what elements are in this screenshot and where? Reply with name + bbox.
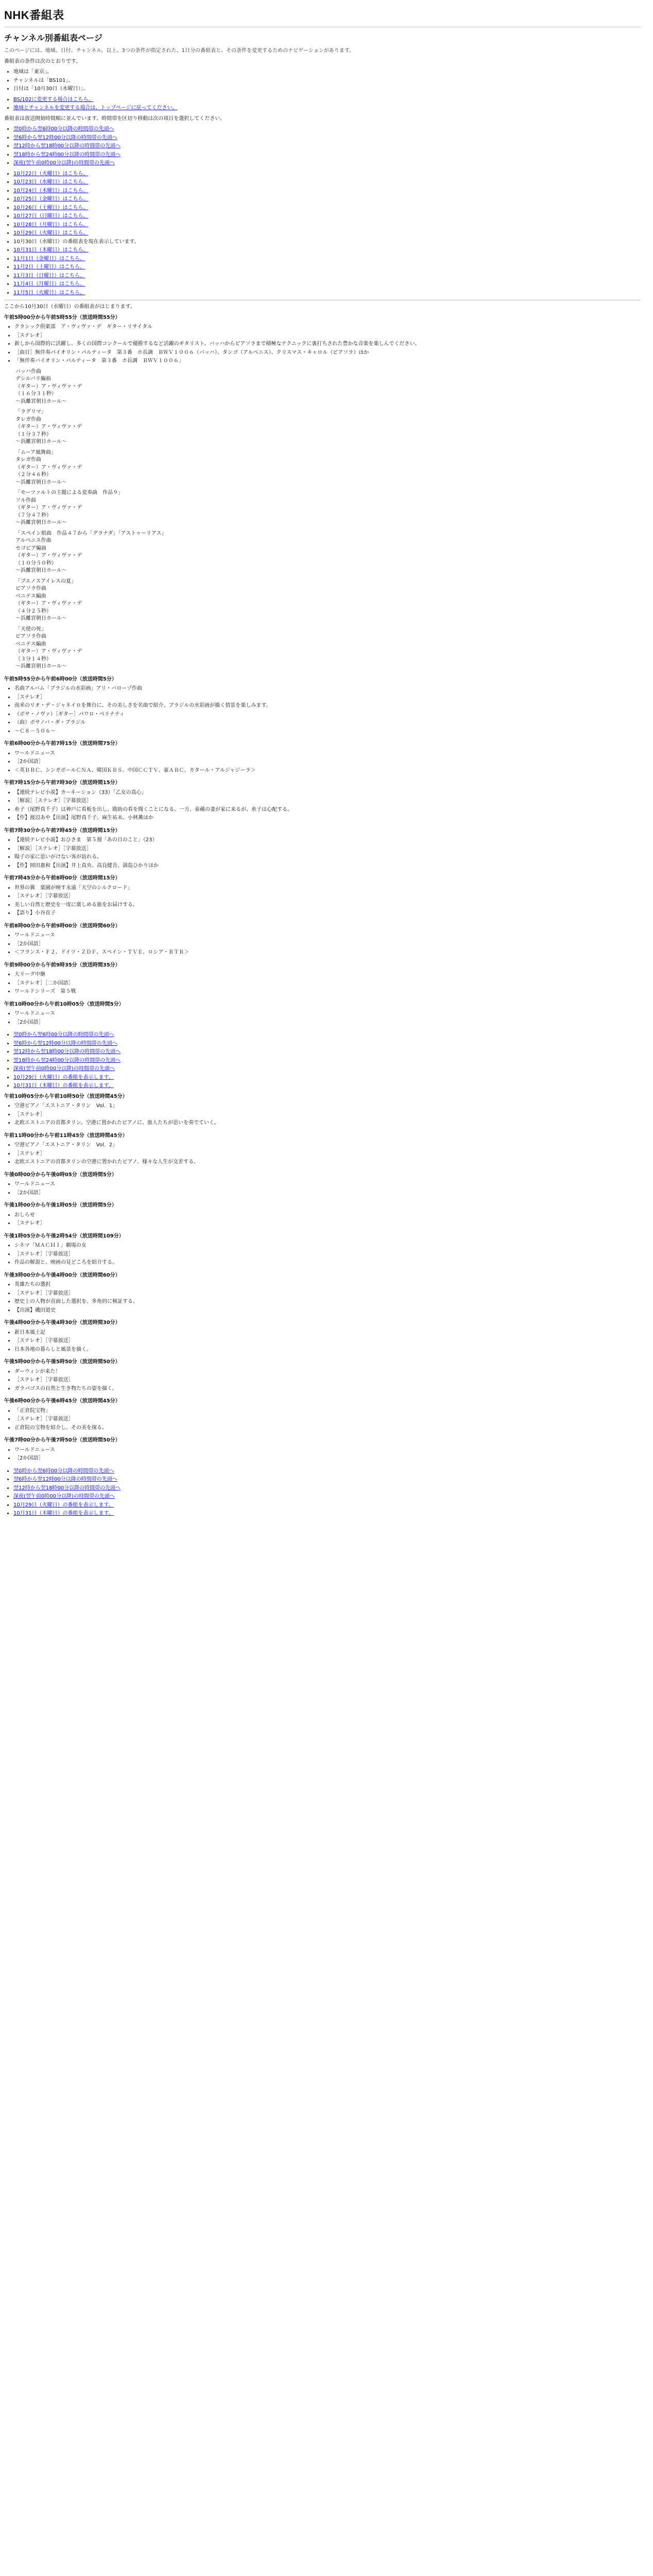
date-item — [13, 273, 641, 280]
condition-item: • 日付は「10月30日（水曜日）」。 — [13, 86, 641, 93]
program — [4, 779, 641, 822]
program-lines — [14, 324, 641, 365]
program-time: 午後6時00分から午後6時45分（放送時間45分） — [4, 1398, 121, 1404]
program-lines — [14, 1010, 641, 1026]
program — [4, 1172, 641, 1197]
program-line: • ［ステレオ］ — [14, 1220, 641, 1228]
bottom-link-item — [13, 1510, 641, 1518]
program-detail: ～浜離宮朝日ホール～ — [15, 398, 67, 404]
program-time: 午前11時00分から午前11時45分（放送時間45分） — [4, 1132, 128, 1139]
time-jump-link[interactable]: 翌18時から翌24時00分以降の時間帯の先頭へ — [13, 151, 121, 158]
program-time: 午前7時15分から午前7時30分（放送時間15分） — [4, 780, 121, 786]
date-item — [13, 205, 641, 212]
date-link[interactable]: 10月23日（水曜日）はこちら。 — [13, 179, 89, 185]
program-time: 午前5時55分から午前6時00分（放送時間5分） — [4, 676, 117, 682]
program-time: 午後1時05分から午後2時54分（放送時間109分） — [4, 1233, 124, 1239]
program-time: 午前8時00分から午前9時00分（放送時間60分） — [4, 923, 121, 929]
program-line: • ［2か国語］ — [14, 1455, 641, 1463]
program-line: • ［ステレオ］［字幕放送］ — [14, 1290, 641, 1298]
program-detail: ピアソラ作曲 — [15, 634, 46, 640]
program-lines — [14, 1212, 641, 1228]
program-line: • 空港ピアノ「エストニア・タリン Vol．1」 — [14, 1103, 641, 1110]
program-time: 午前7時45分から午前8時00分（放送時間15分） — [4, 875, 121, 882]
program-line: • 【作】岡田惠和【出演】井上真央、高良健吾、満島ひかりほか — [14, 862, 641, 870]
time-jump-item — [13, 1074, 641, 1082]
program-line: • ［ステレオ］［字幕放送］ — [14, 1251, 641, 1259]
bottom-links-list — [13, 1468, 641, 1518]
bottom-link[interactable]: 翌0時から翌6時00分以降の時間帯の先頭へ — [13, 1468, 114, 1474]
program-detail: 「モーツァルトの主題による変奏曲 作品９」 — [15, 490, 124, 496]
time-jump-note: 番組表は放送開始時間順に並んでいます。時間帯を区切り移動は次の項目を選択してください。 — [4, 115, 226, 122]
program-line: • クラシック倶楽部 ア・ヴィヴァ・デ ギター・リサイタル — [14, 324, 641, 331]
mid-time-jump-links — [13, 1031, 641, 1090]
change-link-item — [13, 96, 641, 104]
program-line: • ［ステレオ］ — [14, 1150, 641, 1158]
program-detail: タレガ作曲 — [15, 457, 41, 463]
time-jump-links — [13, 126, 641, 167]
program-lines — [14, 837, 641, 870]
program — [4, 875, 641, 918]
program-lines — [14, 685, 641, 735]
program-detail: セゴビア編曲 — [15, 545, 46, 551]
program — [4, 827, 641, 870]
program-line: • 正倉院の宝物を紹介し、その美を探る。 — [14, 1425, 641, 1432]
program-detail: （ギター）ア・ヴィヴァ・デ — [15, 553, 82, 559]
time-jump-link[interactable]: 深夜(翌午前0時00分以降)の時間帯の先頭へ — [13, 160, 115, 166]
time-jump-link[interactable]: 翌6時から翌12時00分以降の時間帯の先頭へ — [13, 1040, 117, 1046]
date-item — [13, 290, 641, 297]
program-lines — [14, 750, 641, 775]
program-time: 午後7時00分から午後7時50分（放送時間50分） — [4, 1437, 121, 1444]
program-detail: （ギター）ア・ヴィヴァ・デ — [15, 601, 82, 607]
program-detail: （ギター）ア・ヴィヴァ・デ — [15, 383, 82, 389]
program-line: • 糸子（尾野真千子）は神戸に看板を出し、勘助の看を聞くことになる。一方、泰蔵の妻が家に来るが、糸子は心配する。 — [14, 806, 641, 814]
date-links — [13, 171, 641, 297]
program-line: • ［ステレオ］ — [14, 332, 641, 340]
program-time: 午後3時00分から午後4時00分（放送時間60分） — [4, 1272, 121, 1278]
change-link-item — [13, 105, 641, 112]
date-item — [13, 171, 641, 178]
date-link[interactable]: 10月27日（日曜日）はこちら。 — [13, 213, 89, 219]
program-lines — [14, 1281, 641, 1314]
time-jump-link[interactable]: 翌12時から翌18時00分以降の時間帯の先頭へ — [13, 143, 121, 149]
program-line: • 【作】渡辺あや【出演】尾野真千子、麻生祐未、小林薫ほか — [14, 815, 641, 822]
program-line: • 美しい自然と歴史を一度に楽しめる旅をお届けする。 — [14, 902, 641, 909]
program-detail: ～浜離宮朝日ホール～ — [15, 479, 67, 485]
time-jump-link[interactable]: 翌6時から翌12時00分以降の時間帯の先頭へ — [13, 134, 117, 141]
program-line: • 大リーグ中継 — [14, 971, 641, 979]
time-jump-item — [13, 151, 641, 159]
program-detail: （ギター）ア・ヴィヴァ・デ — [15, 424, 82, 430]
time-jump-link[interactable]: 翌18時から翌24時00分以降の時間帯の先頭へ — [13, 1057, 121, 1063]
time-jump-link[interactable]: 翌0時から翌6時00分以降の時間帯の先頭へ — [13, 1032, 114, 1038]
program-line: • ［ステレオ］［字幕放送］ — [14, 1337, 641, 1345]
program-time: 午後4時00分から午後4時30分（放送時間30分） — [4, 1320, 121, 1326]
date-item-current: • 10月30日（水曜日）の番組表を現在表示しています。 — [13, 239, 641, 246]
program-line: • 北欧エストニアの首都タリンの空港に置かれたピアノ。様々な人生が交差する。 — [14, 1159, 641, 1166]
program-line: • 【連続テレビ小説】カーネーション（33）「乙女の真心」 — [14, 789, 641, 797]
program-line: • ［ステレオ］［二か国語］ — [14, 980, 641, 988]
program-line: • 北欧エストニアの首都タリン。空港に置かれたピアノに、旅人たちが思いを奏でていく。 — [14, 1120, 641, 1127]
time-jump-item — [13, 1057, 641, 1065]
date-item — [13, 281, 641, 289]
program-line: • 空港ピアノ「エストニア・タリン Vol．2」 — [14, 1142, 641, 1149]
program-lines — [14, 1181, 641, 1197]
program — [4, 1319, 641, 1353]
program-line: • ［2か国語］ — [14, 1019, 641, 1027]
time-jump-item — [13, 1031, 641, 1039]
time-jump-item — [13, 160, 641, 167]
program — [4, 1233, 641, 1267]
program-line: • 新日本風土記 — [14, 1329, 641, 1337]
date-link[interactable]: 11月2日（土曜日）はこちら。 — [13, 264, 85, 270]
program — [4, 1398, 641, 1432]
time-jump-link[interactable]: 翌12時から翌18時00分以降の時間帯の先頭へ — [13, 1049, 121, 1055]
time-jump-item — [13, 1048, 641, 1056]
program-detail: バッハ作曲 — [15, 368, 41, 375]
program-line: • ガラパゴスの自然と生き物たちの姿を描く。 — [14, 1385, 641, 1393]
program-time: 午後1時00分から午後1時05分（放送時間5分） — [4, 1202, 117, 1209]
program-detail: ピアソラ作曲 — [15, 586, 46, 592]
program-detail: （ギター）ア・ヴィヴァ・デ — [15, 649, 82, 655]
date-item — [13, 213, 641, 221]
program-line: • おしらせ — [14, 1212, 641, 1219]
program-lines — [14, 885, 641, 918]
program-detail: （１分３７秒） — [15, 431, 51, 437]
program-line: • 【連続テレビ小説】おひさま 第５週「あの日のこと」（23） — [14, 837, 641, 844]
program — [4, 1001, 641, 1027]
program-detail: ～浜離宮朝日ホール～ — [15, 439, 67, 445]
program-detail: タレガ作曲 — [15, 416, 41, 422]
program-line: • ［ステレオ］［字幕放送］ — [14, 1416, 641, 1423]
program-line: • 【語り】小谷直子 — [14, 910, 641, 918]
change-channel-link[interactable]: BS/102に変更する場合はこちら。 — [13, 96, 94, 103]
time-jump-item — [13, 1082, 641, 1090]
program-line: • 歴史上の人物が直面した選択を、多角的に検証する。 — [14, 1298, 641, 1306]
program-line: • （曲）ボサノバ・ダ・ブラジル — [14, 719, 641, 727]
bottom-link[interactable]: 深夜(翌午前0時00分以降)の時間帯の先頭へ — [13, 1494, 115, 1500]
program-detail: ～浜離宮朝日ホール～ — [15, 520, 67, 526]
program — [4, 740, 641, 774]
program-time: 午前10時05分から午前10時50分（放送時間45分） — [4, 1093, 128, 1099]
date-link[interactable]: 11月1日（金曜日）はこちら。 — [13, 256, 85, 262]
program-detail: アルベニス作曲 — [15, 538, 51, 544]
program — [4, 1359, 641, 1393]
program-line: • ～Ｃ８－５０６～ — [14, 728, 641, 736]
program-detail: （ギター）ア・ヴィヴァ・デ — [15, 464, 82, 470]
condition-item: • 地域は「東京」。 — [13, 69, 641, 76]
time-jump-link[interactable]: 翌0時から翌6時00分以降の時間帯の先頭へ — [13, 126, 114, 132]
program-line: • ［曲目］無伴奏パイオリン・パルティータ 第３番 ホ長調 ＢＷＶ１００６（バッハ）、タンゴ（アルベニス）、クリスマス・キャロル（ピアソラ）ほか — [14, 349, 641, 357]
program-detail: （ギター）ア・ヴィヴァ・デ — [15, 505, 82, 511]
date-link[interactable]: 10月26日（土曜日）はこちら。 — [13, 205, 89, 211]
program-lines — [14, 1242, 641, 1267]
date-link[interactable]: 10月22日（火曜日）はこちら。 — [13, 171, 89, 177]
date-link[interactable]: 10月25日（金曜日）はこちら。 — [13, 196, 89, 202]
program-lines — [14, 932, 641, 957]
program-line: • 英雄たちの選択 — [14, 1281, 641, 1289]
time-jump-item — [13, 134, 641, 142]
time-jump-item — [13, 126, 641, 133]
program-line: • ワールドニュース — [14, 1181, 641, 1189]
program-line: • ［ステレオ］ — [14, 1111, 641, 1119]
program-line: • 【出演】磯田道史 — [14, 1307, 641, 1315]
program-details — [15, 368, 641, 671]
program-detail: （２分４６秒） — [15, 472, 51, 478]
program-detail: 「スペイン組曲 作品４７から「グラナダ」「アストゥーリアス」 — [15, 530, 167, 536]
time-jump-item — [13, 143, 641, 150]
bottom-link-item — [13, 1493, 641, 1501]
program-line: • ［2か国語］ — [14, 1190, 641, 1197]
bottom-link-item — [13, 1476, 641, 1484]
program-line: • シネマ「ＭＡＣＨＩ」劇場の女 — [14, 1242, 641, 1250]
conditions-list — [13, 69, 641, 93]
program-lines — [14, 1103, 641, 1127]
program-detail: デシルバリ編曲 — [15, 376, 51, 382]
program-lines — [14, 1447, 641, 1463]
site-brand: NHK番組表 — [4, 9, 64, 22]
program-line: • ［ステレオ］ — [14, 694, 641, 702]
program-lines — [14, 1142, 641, 1166]
program-line: • 作品の解説と、映画の見どころを紹介する。 — [14, 1259, 641, 1267]
back-to-top-link[interactable]: 地域とチャンネルを変更する場合は、トップページに戻ってください。 — [13, 105, 178, 111]
date-link[interactable]: 11月5日（火曜日）はこちら。 — [13, 290, 85, 296]
program — [4, 1093, 641, 1127]
program-detail: ～浜離宮朝日ホール～ — [15, 568, 67, 574]
program-line: • ［2か国語］ — [14, 758, 641, 766]
program-line: • ワールドニュース — [14, 1010, 641, 1018]
program-lines — [14, 1368, 641, 1393]
program-detail: ソル作曲 — [15, 497, 36, 503]
program-lines — [14, 1408, 641, 1432]
program-detail: （４分２５秒） — [15, 608, 51, 614]
date-item — [13, 179, 641, 187]
program-line: • 名曲アルバム「ブラジルの水彩画」アリ・バローゾ作曲 — [14, 685, 641, 693]
next-day-link[interactable]: 10月31日（木曜日）の番組を表示します。 — [13, 1083, 114, 1089]
bottom-links — [4, 1468, 641, 1518]
intro-text: このページには、地域、日付、チャンネル、以上、3つの条件が指定された、1日分の番組表と、その条件を変更するためのナビゲーションがあります。 — [4, 48, 354, 54]
program-time: 午前5時00分から午前5時55分（放送時間55分） — [4, 314, 121, 320]
program-line: • ［解説］［ステレオ］［字幕放送］ — [14, 845, 641, 853]
bottom-link-item — [13, 1485, 641, 1493]
program — [4, 1437, 641, 1463]
date-link[interactable]: 11月4日（月曜日）はこちら。 — [13, 281, 85, 287]
bottom-link[interactable]: 翌6時から翌12時00分以降の時間帯の先頭へ — [13, 1477, 117, 1483]
program-detail: （７分４７秒） — [15, 512, 51, 518]
prev-day-link[interactable]: 10月29日（火曜日）の番組を表示します。 — [13, 1074, 114, 1080]
program-detail: 「ブエノスアイレスの夏」 — [15, 578, 76, 584]
date-item — [13, 264, 641, 272]
condition-item: • チャンネルは「BS101」。 — [13, 77, 641, 85]
program-detail: 「ラグリマ」 — [15, 409, 46, 415]
program-line: • ダーウィンが来た！ — [14, 1368, 641, 1376]
date-link[interactable]: 10月24日（木曜日）はこちら。 — [13, 188, 89, 194]
date-item — [13, 230, 641, 238]
program-detail: （１６分３１秒） — [15, 391, 57, 397]
program — [4, 962, 641, 996]
bottom-link-item — [13, 1468, 641, 1476]
program-line: • ［解説］［ステレオ］［字幕放送］ — [14, 798, 641, 805]
time-jump-link[interactable]: 深夜(翌午前0時00分以降)の時間帯の先頭へ — [13, 1066, 115, 1072]
program-line: • 南米のリオ・デ・ジャネイロを舞台に、その美しさを名曲で紹介。ブラジルの水彩画が描く情景を楽しみます。 — [14, 702, 641, 710]
program — [4, 1202, 641, 1228]
date-item — [13, 247, 641, 255]
program-time: 午前6時00分から午前7時15分（放送時間75分） — [4, 741, 121, 747]
time-jump-item — [13, 1040, 641, 1048]
page-title: チャンネル別番組表ページ — [4, 33, 102, 43]
date-link[interactable]: 10月31日（木曜日）はこちら。 — [13, 247, 89, 253]
date-item — [13, 188, 641, 195]
program-detail: ～浜離宮朝日ホール～ — [15, 664, 67, 670]
date-link[interactable]: 10月28日（月曜日）はこちら。 — [13, 222, 89, 228]
program-line: • ［ステレオ］［字幕放送］ — [14, 893, 641, 901]
program — [4, 676, 641, 736]
program-line: • ワールドニュース — [14, 750, 641, 758]
program-line: • 新しから国際的に活躍し、多くの国際コンクールで優勝するなど活躍のギタリスト。バッハからピアソラまで積極なテクニックに裏打ちされた豊かな音楽を楽しんでください。 — [14, 341, 641, 348]
program-lines — [14, 1329, 641, 1354]
change-links — [13, 96, 641, 112]
program-line: • 「正倉院宝物」 — [14, 1408, 641, 1415]
date-link[interactable]: 10月29日（火曜日）はこちら。 — [13, 230, 89, 236]
bottom-link-item — [13, 1502, 641, 1510]
program-detail: 「天使の死」 — [15, 626, 46, 632]
program-line: • 世界の翼 楽園が映す永遠「天空のシルクロード」 — [14, 885, 641, 892]
program-line: • ［2か国語］ — [14, 941, 641, 948]
program — [4, 1132, 641, 1166]
program-line: • 「無伴奏バイオリン・パルティータ 第３番 ホ長調 ＢＷＶ１００６」 — [14, 358, 641, 365]
program-time: 午後0時00分から午後0時05分（放送時間5分） — [4, 1172, 117, 1178]
program-line: • ワールドシリーズ 第５戦 — [14, 988, 641, 996]
program-time: 午前9時00分から午前9時35分（放送時間35分） — [4, 962, 121, 968]
program-time: 午前7時30分から午前7時45分（放送時間15分） — [4, 827, 121, 834]
current-settings-label: 番組表の条件は次のとおりです。 — [4, 58, 81, 64]
program — [4, 314, 641, 671]
program-detail: ベニテス編曲 — [15, 641, 46, 647]
program — [4, 1272, 641, 1315]
program-detail: 「ムーア風舞曲」 — [15, 449, 56, 455]
program-time: 午前10時00分から午前10時05分（放送時間5分） — [4, 1001, 124, 1007]
program-line: • ＜フランス・Ｆ２、ドイツ・ＺＤＦ、スペイン・ＴＶＥ、ロシア・ＲＴＲ＞ — [14, 949, 641, 957]
bottom-link[interactable]: 10月31日（木曜日）の番組を表示します。 — [13, 1511, 114, 1517]
time-jump-item — [13, 1065, 641, 1073]
program-detail: （１０分５０秒） — [15, 560, 57, 566]
program-lines — [14, 971, 641, 996]
program-line: • 陽子の家に思いがけない客が訪れる。 — [14, 854, 641, 861]
program-detail: ～浜離宮朝日ホール～ — [15, 616, 67, 622]
program-line: • ワールドニュース — [14, 932, 641, 940]
program-line: • ＜英ＢＢＣ、シンガポールＣＮＡ、韓国ＫＢＳ、中国ＣＣＴＶ、豪ＡＢＣ、カタール・アルジャジーラ＞ — [14, 767, 641, 775]
program-line: • （ボサ・ノヴァ）［ギター］パウロ・ベリナティ — [14, 711, 641, 719]
date-item — [13, 222, 641, 229]
date-item — [13, 196, 641, 204]
program-detail: ベニテス編曲 — [15, 593, 46, 599]
program-lines — [14, 789, 641, 822]
program — [4, 923, 641, 957]
date-item — [13, 256, 641, 263]
bottom-link[interactable]: 10月29日（火曜日）の番組を表示します。 — [13, 1502, 114, 1508]
program-line: • 日本各地の暮らしと風景を描く。 — [14, 1346, 641, 1354]
bottom-link[interactable]: 翌12時から翌18時00分以降の時間帯の先頭へ — [13, 1485, 121, 1491]
date-link[interactable]: 11月3日（日曜日）はこちら。 — [13, 273, 85, 279]
program-line: • ワールドニュース — [14, 1447, 641, 1454]
program-line: • ［ステレオ］［字幕放送］ — [14, 1377, 641, 1384]
program-detail: （３分１４秒） — [15, 656, 51, 662]
schedule-start: ここから10月30日（水曜日）の番組表がはじまります。 — [4, 304, 135, 310]
program-time: 午後5時00分から午後5時50分（放送時間50分） — [4, 1359, 121, 1365]
